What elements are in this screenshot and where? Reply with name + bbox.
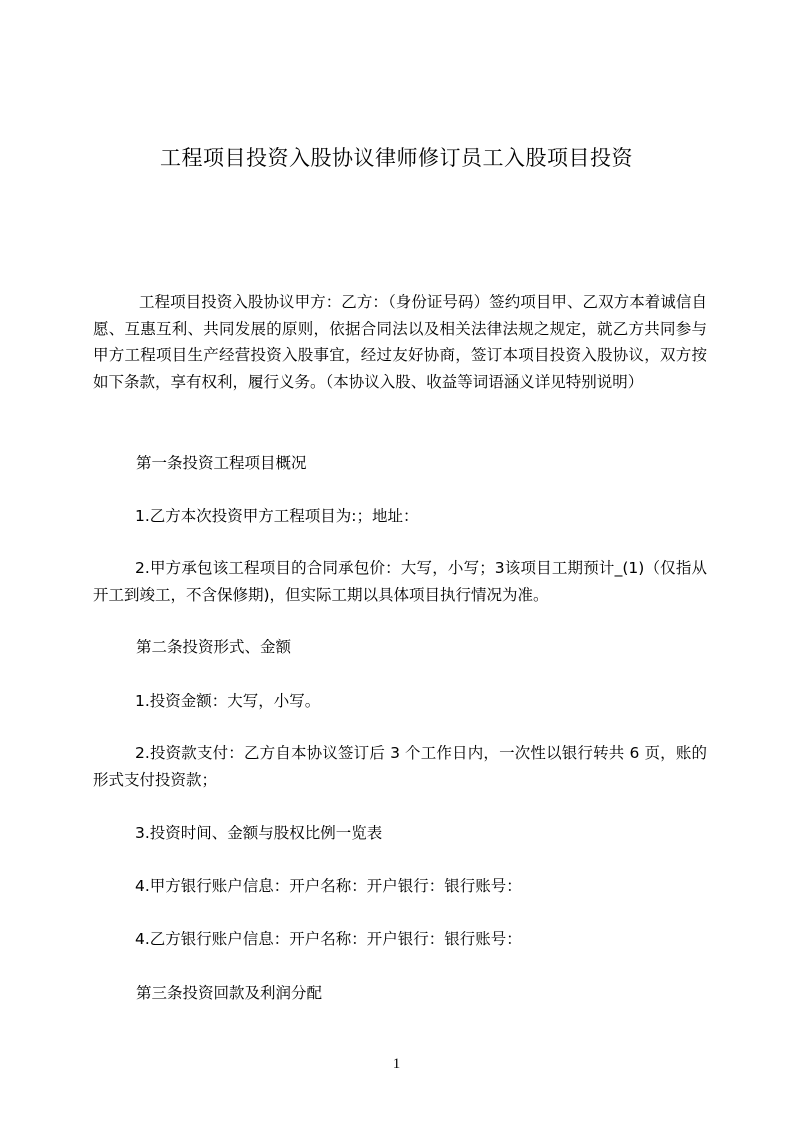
page-number: 1: [392, 1056, 401, 1072]
article-1-item-1: 1.乙方本次投资甲方工程项目为:；地址：: [135, 507, 419, 525]
article-2-heading: 第二条投资形式、金额: [136, 638, 292, 656]
article-3-heading: 第三条投资回款及利润分配: [136, 984, 323, 1002]
article-2-item-1: 1.投资金额：大写，小写。: [135, 692, 321, 710]
document-title: 工程项目投资入股协议律师修订员工入股项目投资: [160, 146, 633, 170]
article-1-item-2: 2.甲方承包该工程项目的合同承包价：大写，小写；3该项目工期预计_(1)（仅指从开工到竣工，不含保修期)，但实际工期以具体项目执行情况为准。: [93, 559, 707, 604]
article-2-item-3: 3.投资时间、金额与股权比例一览表: [135, 824, 383, 842]
article-2-item-5: 4.乙方银行账户信息：开户名称：开户银行：银行账号：: [135, 930, 522, 948]
article-2-item-2: 2.投资款支付：乙方自本协议签订后 3 个工作日内，一次性以银行转共 6 页，账的形式支付投资款；: [93, 744, 707, 789]
intro-paragraph: 工程项目投资入股协议甲方：乙方：（身份证号码）签约项目甲、乙双方本着诚信自愿、互惠互利、共同发展的原则，依据合同法以及相关法律法规之规定，就乙方共同参与甲方工程项目生产经营投资入股事宜，经过友好协商，签订本项目投资入股协议，双方按如下条款，享有权利，履行义务。（本协议入股、收益等词语涵义详见特别说明）: [93, 293, 707, 391]
article-1-heading: 第一条投资工程项目概况: [136, 454, 307, 472]
article-2-item-4: 4.甲方银行账户信息：开户名称：开户银行：银行账号：: [135, 877, 522, 895]
